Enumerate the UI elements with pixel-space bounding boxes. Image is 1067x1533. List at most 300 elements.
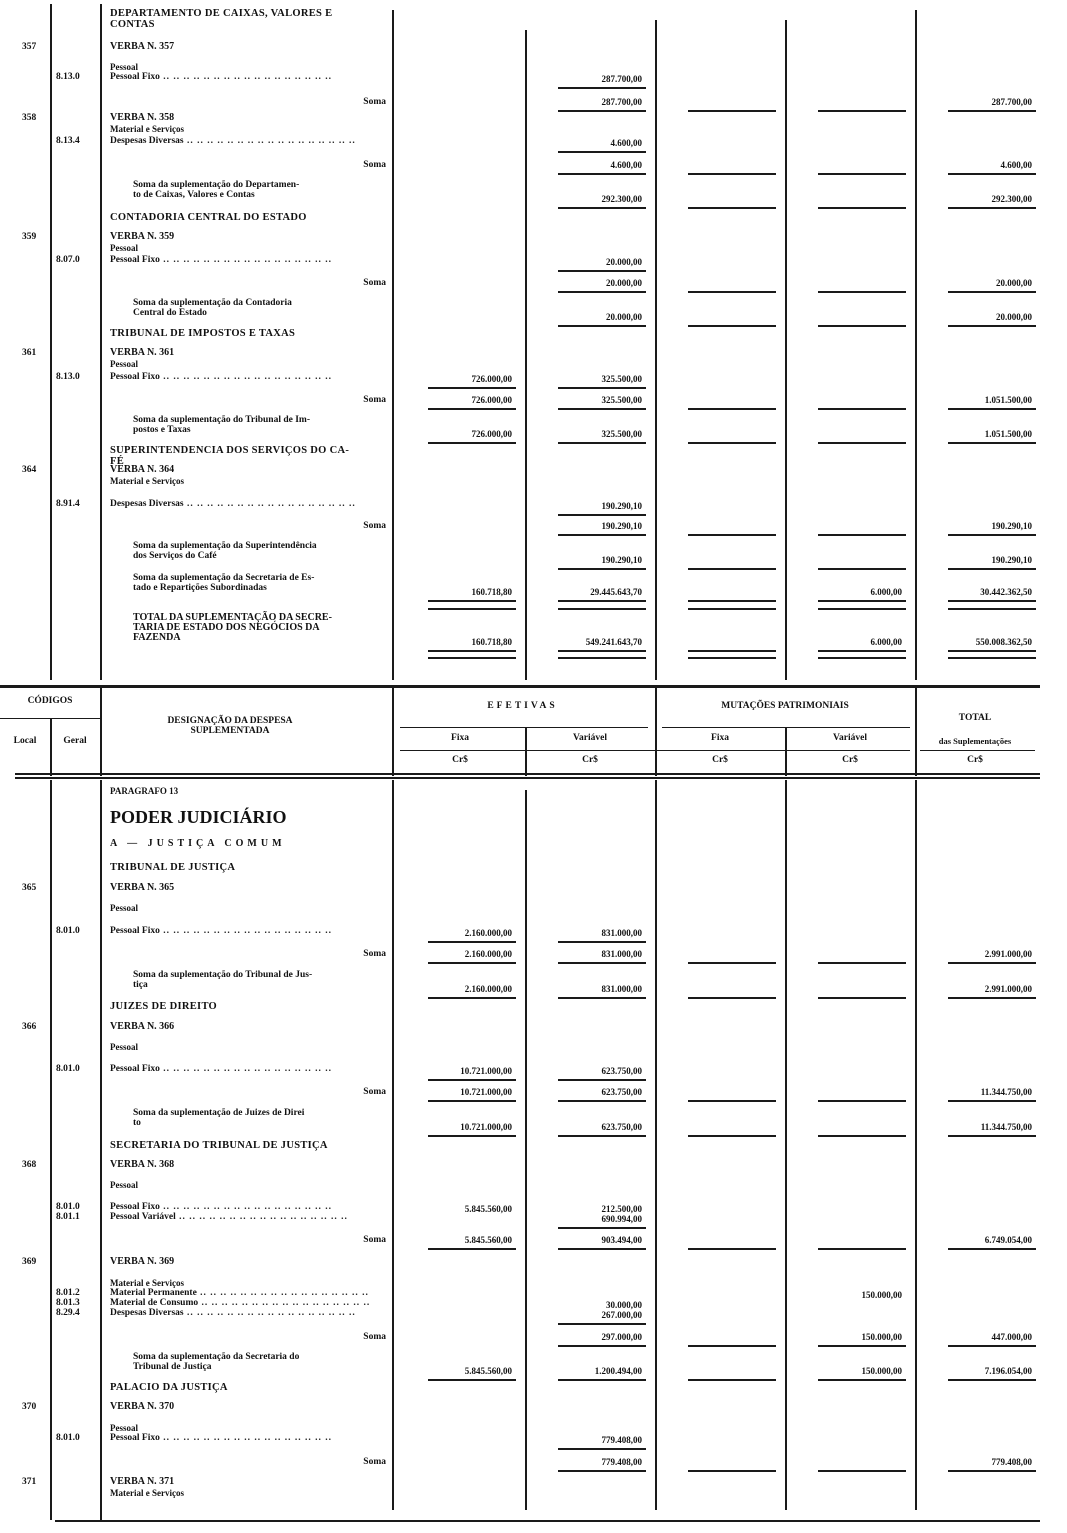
amount-variavel: 29.445.643,70 [590, 587, 642, 597]
sum-rule [558, 325, 646, 327]
column-divider [392, 10, 394, 680]
designation-text: VERBA N. 370 [110, 1401, 175, 1412]
amount-total: 190.290,10 [991, 555, 1032, 565]
code-geral: 8.01.3 [56, 1298, 80, 1308]
sum-rule [688, 568, 776, 570]
sum-rule [688, 997, 776, 999]
designation-text: Soma [363, 1332, 386, 1342]
designation-text: Soma da suplementação do Departamen- to de Caixas, Valores e Contas [133, 180, 300, 200]
header-efetivas: EFETIVAS [487, 701, 558, 711]
amount-total: 11.344.750,00 [980, 1122, 1032, 1132]
designation-text: Soma da suplementação da Superintendência dos Serviços do Café [133, 541, 317, 561]
sum-rule [428, 1248, 516, 1250]
sum-rule [558, 534, 646, 536]
designation-text: TRIBUNAL DE IMPOSTOS E TAXAS [110, 328, 296, 339]
designation-text: Material e Serviços [110, 1278, 184, 1288]
sum-rule [558, 408, 646, 410]
designation-text: Pessoal [110, 1042, 138, 1052]
sum-rule [428, 962, 516, 964]
designation-text: Material de Consumo .. .. [110, 1298, 370, 1308]
sum-rule [818, 442, 906, 444]
column-divider [785, 780, 787, 1510]
amount-fixa: 10.721.000,00 [460, 1122, 512, 1132]
header-mutacoes: MUTAÇÕES PATRIMONIAIS [721, 701, 849, 711]
code-local: 370 [22, 1402, 37, 1412]
sum-rule [428, 941, 516, 943]
designation-text: SUPERINTENDENCIA DOS SERVIÇOS DO CA- FÉ [110, 445, 350, 467]
header-rule [662, 727, 910, 728]
column-divider [915, 780, 917, 1510]
designation-text: VERBA N. 358 [110, 112, 175, 123]
code-geral: 8.29.4 [56, 1308, 80, 1318]
code-geral: 8.01.0 [56, 1202, 80, 1212]
amount-fixa: 2.160.000,00 [464, 928, 512, 938]
designation-text: Soma da suplementação da Contadoria Central do Estado [133, 298, 292, 318]
amount-fixa: 726.000,00 [471, 429, 512, 439]
sum-rule [558, 110, 646, 112]
amount-variavel: 831.000,00 [601, 984, 642, 994]
designation-text: VERBA N. 368 [110, 1159, 175, 1170]
column-divider [525, 30, 527, 680]
designation-text: Despesas Diversas .. .. [110, 1308, 356, 1318]
column-divider [100, 688, 102, 776]
code-geral: 8.01.2 [56, 1288, 80, 1298]
designation-text: TOTAL DA SUPLEMENTAÇÃO DA SECRE- TARIA DE ESTADO DOS NEGÓCIOS DA FAZENDA [133, 612, 332, 643]
amount-variavel: 20.000,00 [606, 312, 642, 322]
sum-rule [688, 650, 776, 652]
header-mutacoes-fixa: Fixa [711, 733, 729, 743]
sum-rule [428, 387, 516, 389]
sum-rule [818, 534, 906, 536]
code-geral: 8.13.4 [56, 136, 80, 146]
designation-text: Pessoal [110, 359, 138, 369]
sum-rule [948, 1248, 1036, 1250]
column-divider [100, 4, 102, 680]
amount-total: 447.000,00 [991, 1332, 1032, 1342]
amount-total: 190.290,10 [991, 521, 1032, 531]
code-local: 358 [22, 113, 37, 123]
sum-rule [558, 442, 646, 444]
amount-variavel: 287.700,00 [601, 97, 642, 107]
amount-variavel: 623.750,00 [601, 1087, 642, 1097]
designation-text: A — JUSTIÇA COMUM [110, 838, 286, 849]
sum-rule [948, 207, 1036, 209]
code-geral: 8.01.1 [56, 1212, 80, 1222]
code-local: 364 [22, 465, 37, 475]
designation-text: Despesas Diversas .. .. [110, 499, 356, 509]
amount-fixa: 10.721.000,00 [460, 1066, 512, 1076]
code-geral: 8.01.0 [56, 1433, 80, 1443]
designation-text: VERBA N. 371 [110, 1476, 175, 1487]
sum-rule [688, 207, 776, 209]
sum-rule [558, 1470, 646, 1472]
amount-fixa: 160.718,80 [471, 637, 512, 647]
sum-rule [818, 657, 906, 659]
sum-rule [558, 514, 646, 516]
column-divider [50, 4, 52, 680]
header-codigos: CÓDIGOS [27, 696, 73, 706]
amount-variavel: 325.500,00 [601, 395, 642, 405]
code-geral: 8.13.0 [56, 372, 80, 382]
sum-rule [818, 1135, 906, 1137]
amount-variavel: 267.000,00 [601, 1310, 642, 1320]
sum-rule [688, 600, 776, 602]
sum-rule [818, 1470, 906, 1472]
designation-text: Material Permanente .. .. [110, 1288, 369, 1298]
amount-total: 287.700,00 [991, 97, 1032, 107]
amount-total: 7.196.054,00 [984, 1366, 1032, 1376]
currency-label: Cr$ [712, 755, 728, 765]
designation-text: Soma [363, 97, 386, 107]
designation-text: Pessoal [110, 1423, 138, 1433]
sum-rule [688, 173, 776, 175]
designation-text: VERBA N. 357 [110, 41, 175, 52]
amount-variavel: 831.000,00 [601, 928, 642, 938]
designation-text: SECRETARIA DO TRIBUNAL DE JUSTIÇA [110, 1140, 328, 1151]
sum-rule [558, 1135, 646, 1137]
sum-rule [948, 650, 1036, 652]
designation-text: VERBA N. 369 [110, 1256, 175, 1267]
header-efetivas-fixa: Fixa [451, 733, 469, 743]
sum-rule [948, 1100, 1036, 1102]
designation-text: PARAGRAFO 13 [110, 786, 179, 796]
sum-rule [558, 387, 646, 389]
designation-text: CONTADORIA CENTRAL DO ESTADO [110, 212, 307, 223]
sum-rule [818, 608, 906, 610]
sum-rule [558, 87, 646, 89]
currency-label: Cr$ [582, 755, 598, 765]
amount-variavel: 831.000,00 [601, 949, 642, 959]
amount-mp-variavel: 150.000,00 [861, 1332, 902, 1342]
designation-text: VERBA N. 365 [110, 882, 175, 893]
amount-total: 20.000,00 [996, 278, 1032, 288]
sum-rule [558, 207, 646, 209]
amount-total: 550.008.362,50 [975, 637, 1032, 647]
sum-rule [428, 1135, 516, 1137]
sum-rule [688, 657, 776, 659]
sum-rule [558, 1079, 646, 1081]
header-total: TOTAL [958, 713, 992, 723]
bottom-rule [55, 1520, 1040, 1522]
sum-rule [688, 291, 776, 293]
code-geral: 8.07.0 [56, 255, 80, 265]
designation-text: Soma [363, 1457, 386, 1467]
sum-rule [688, 608, 776, 610]
sum-rule [428, 608, 516, 610]
amount-variavel: 292.300,00 [601, 194, 642, 204]
sum-rule [818, 600, 906, 602]
designation-text: Soma [363, 1235, 386, 1245]
sum-rule [688, 442, 776, 444]
header-top-rule [0, 685, 1040, 688]
designation-text: Soma [363, 949, 386, 959]
header-rule [400, 750, 910, 751]
sum-rule [558, 151, 646, 153]
amount-mp-variavel: 6.000,00 [870, 587, 902, 597]
sum-rule [688, 534, 776, 536]
amount-variavel: 20.000,00 [606, 257, 642, 267]
designation-text: Pessoal Fixo .. .. [110, 72, 332, 82]
sum-rule [948, 1470, 1036, 1472]
code-geral: 8.01.0 [56, 1064, 80, 1074]
sum-rule [948, 608, 1036, 610]
amount-variavel: 1.200.494,00 [594, 1366, 642, 1376]
currency-label: Cr$ [967, 755, 983, 765]
amount-total: 1.051.500,00 [984, 395, 1032, 405]
sum-rule [948, 1135, 1036, 1137]
sum-rule [948, 173, 1036, 175]
amount-total: 11.344.750,00 [980, 1087, 1032, 1097]
designation-text: PODER JUDICIÁRIO [110, 807, 287, 827]
code-local: 361 [22, 348, 37, 358]
sum-rule [948, 657, 1036, 659]
code-local: 365 [22, 883, 37, 893]
code-geral: 8.91.4 [56, 499, 80, 509]
amount-mp-variavel: 6.000,00 [870, 637, 902, 647]
sum-rule [948, 1379, 1036, 1381]
amount-variavel: 190.290,10 [601, 521, 642, 531]
sum-rule [948, 534, 1036, 536]
designation-text: Pessoal [110, 243, 138, 253]
sum-rule [818, 325, 906, 327]
amount-fixa: 5.845.560,00 [464, 1204, 512, 1214]
sum-rule [558, 1379, 646, 1381]
sum-rule [558, 941, 646, 943]
code-local: 357 [22, 42, 37, 52]
sum-rule [428, 1079, 516, 1081]
amount-total: 779.408,00 [991, 1457, 1032, 1467]
designation-text: Pessoal Fixo .. .. [110, 255, 332, 265]
sum-rule [688, 110, 776, 112]
code-local: 366 [22, 1022, 37, 1032]
sum-rule [558, 650, 646, 652]
header-local: Local [13, 736, 37, 746]
designation-text: Pessoal Fixo .. .. [110, 1064, 332, 1074]
code-local: 359 [22, 232, 37, 242]
sum-rule [558, 1227, 646, 1229]
sum-rule [688, 1135, 776, 1137]
header-designacao: DESIGNAÇÃO DA DESPESA SUPLEMENTADA [167, 716, 293, 736]
designation-text: Pessoal Fixo .. .. [110, 372, 332, 382]
amount-variavel: 623.750,00 [601, 1066, 642, 1076]
sum-rule [428, 997, 516, 999]
column-divider [525, 790, 527, 1510]
sum-rule [558, 600, 646, 602]
sum-rule [948, 1345, 1036, 1347]
sum-rule [818, 568, 906, 570]
designation-text: PALACIO DA JUSTIÇA [110, 1382, 228, 1393]
designation-text: TRIBUNAL DE JUSTIÇA [110, 862, 236, 873]
sum-rule [948, 291, 1036, 293]
amount-total: 6.749.054,00 [984, 1235, 1032, 1245]
amount-fixa: 2.160.000,00 [464, 984, 512, 994]
sum-rule [948, 568, 1036, 570]
sum-rule [948, 325, 1036, 327]
sum-rule [948, 442, 1036, 444]
sum-rule [558, 1100, 646, 1102]
designation-text: Despesas Diversas .. .. [110, 136, 356, 146]
sum-rule [428, 408, 516, 410]
amount-variavel: 30.000,00 [606, 1300, 642, 1310]
sum-rule [558, 1323, 646, 1325]
amount-total: 2.991.000,00 [984, 984, 1032, 994]
sum-rule [428, 442, 516, 444]
sum-rule [818, 962, 906, 964]
amount-fixa: 10.721.000,00 [460, 1087, 512, 1097]
header-efetivas-variavel: Variável [573, 733, 607, 743]
designation-text: Pessoal Fixo .. .. [110, 926, 332, 936]
sum-rule [428, 657, 516, 659]
column-divider [655, 780, 657, 1510]
amount-total: 20.000,00 [996, 312, 1032, 322]
column-divider [392, 780, 394, 1510]
currency-label: Cr$ [842, 755, 858, 765]
amount-variavel: 903.494,00 [601, 1235, 642, 1245]
designation-text: VERBA N. 361 [110, 347, 175, 358]
sum-rule [428, 1379, 516, 1381]
sum-rule [558, 291, 646, 293]
amount-variavel: 4.600,00 [610, 160, 642, 170]
sum-rule [688, 1470, 776, 1472]
amount-variavel: 690.994,00 [601, 1214, 642, 1224]
designation-text: DEPARTAMENTO DE CAIXAS, VALORES E CONTAS [110, 8, 333, 30]
designation-text: Pessoal Fixo .. .. [110, 1202, 332, 1212]
sum-rule [688, 1345, 776, 1347]
sum-rule [558, 1248, 646, 1250]
designation-text: Material e Serviços [110, 476, 184, 486]
amount-total: 4.600,00 [1000, 160, 1032, 170]
amount-variavel: 190.290,10 [601, 501, 642, 511]
sum-rule [428, 650, 516, 652]
amount-fixa: 726.000,00 [471, 395, 512, 405]
header-mutacoes-variavel: Variável [833, 733, 867, 743]
sum-rule [818, 291, 906, 293]
sum-rule [818, 1100, 906, 1102]
designation-text: JUIZES DE DIREITO [110, 1001, 218, 1012]
sum-rule [818, 173, 906, 175]
sum-rule [688, 408, 776, 410]
designation-text: Soma da suplementação da Secretaria de Es- tado e Repartições Subordinadas [133, 573, 315, 593]
column-divider [392, 688, 394, 776]
column-divider [100, 780, 102, 1520]
amount-total: 1.051.500,00 [984, 429, 1032, 439]
sum-rule [818, 1248, 906, 1250]
amount-total: 30.442.362,50 [980, 587, 1032, 597]
header-double-rule [15, 777, 1040, 779]
amount-mp-variavel: 150.000,00 [861, 1366, 902, 1376]
sum-rule [558, 608, 646, 610]
designation-text: Soma da suplementação do Tribunal de Jus- tiça [133, 970, 313, 990]
amount-total: 2.991.000,00 [984, 949, 1032, 959]
sum-rule [558, 1448, 646, 1450]
designation-text: Pessoal Variável .. .. [110, 1212, 348, 1222]
column-divider [915, 10, 917, 680]
sum-rule [558, 270, 646, 272]
sum-rule [818, 408, 906, 410]
sum-rule [688, 1379, 776, 1381]
designation-text: VERBA N. 366 [110, 1021, 175, 1032]
sum-rule [558, 997, 646, 999]
amount-variavel: 623.750,00 [601, 1122, 642, 1132]
amount-variavel: 325.500,00 [601, 429, 642, 439]
column-divider [655, 20, 657, 680]
designation-text: Material e Serviços [110, 1488, 184, 1498]
sum-rule [688, 1248, 776, 1250]
column-divider [50, 718, 52, 776]
sum-rule [558, 1345, 646, 1347]
amount-variavel: 779.408,00 [601, 1457, 642, 1467]
amount-total: 292.300,00 [991, 194, 1032, 204]
amount-fixa: 5.845.560,00 [464, 1235, 512, 1245]
amount-variavel: 212.500,00 [601, 1204, 642, 1214]
amount-variavel: 325.500,00 [601, 374, 642, 384]
amount-fixa: 726.000,00 [471, 374, 512, 384]
designation-text: VERBA N. 364 [110, 464, 175, 475]
header-geral: Geral [63, 736, 87, 746]
amount-variavel: 20.000,00 [606, 278, 642, 288]
sum-rule [688, 962, 776, 964]
designation-text: Pessoal [110, 903, 138, 913]
sum-rule [818, 650, 906, 652]
sum-rule [948, 997, 1036, 999]
amount-fixa: 5.845.560,00 [464, 1366, 512, 1376]
amount-variavel: 190.290,10 [601, 555, 642, 565]
designation-text: Material e Serviços [110, 124, 184, 134]
sum-rule [558, 568, 646, 570]
designation-text: Pessoal [110, 1180, 138, 1190]
designation-text: Soma [363, 395, 386, 405]
sum-rule [948, 110, 1036, 112]
column-divider [785, 20, 787, 680]
designation-text: Soma [363, 1087, 386, 1097]
sum-rule [818, 1345, 906, 1347]
code-geral: 8.13.0 [56, 72, 80, 82]
designation-text: Soma [363, 160, 386, 170]
sum-rule [558, 657, 646, 659]
sum-rule [428, 600, 516, 602]
header-rule [0, 718, 100, 719]
sum-rule [948, 600, 1036, 602]
sum-rule [948, 962, 1036, 964]
designation-text: Soma da suplementação da Secretaria do Tribunal de Justiça [133, 1352, 300, 1372]
designation-text: Soma da suplementação de Juizes de Direi to [133, 1108, 305, 1128]
column-divider [50, 780, 52, 1520]
sum-rule [558, 962, 646, 964]
sum-rule [818, 1379, 906, 1381]
amount-variavel: 287.700,00 [601, 74, 642, 84]
amount-variavel: 4.600,00 [610, 138, 642, 148]
amount-variavel: 779.408,00 [601, 1435, 642, 1445]
amount-mp-variavel: 150.000,00 [861, 1290, 902, 1300]
code-local: 368 [22, 1160, 37, 1170]
code-local: 371 [22, 1477, 37, 1487]
designation-text: Pessoal [110, 62, 138, 72]
code-geral: 8.01.0 [56, 926, 80, 936]
header-rule [400, 727, 648, 728]
code-local: 369 [22, 1257, 37, 1267]
amount-variavel: 297.000,00 [601, 1332, 642, 1342]
sum-rule [558, 173, 646, 175]
sum-rule [818, 207, 906, 209]
designation-text: VERBA N. 359 [110, 231, 175, 242]
designation-text: Soma [363, 521, 386, 531]
sum-rule [948, 408, 1036, 410]
sum-rule [688, 325, 776, 327]
designation-text: Soma da suplementação do Tribunal de Im- postos e Taxas [133, 415, 311, 435]
designation-text: Pessoal Fixo .. .. [110, 1433, 332, 1443]
amount-fixa: 160.718,80 [471, 587, 512, 597]
sum-rule [428, 1100, 516, 1102]
